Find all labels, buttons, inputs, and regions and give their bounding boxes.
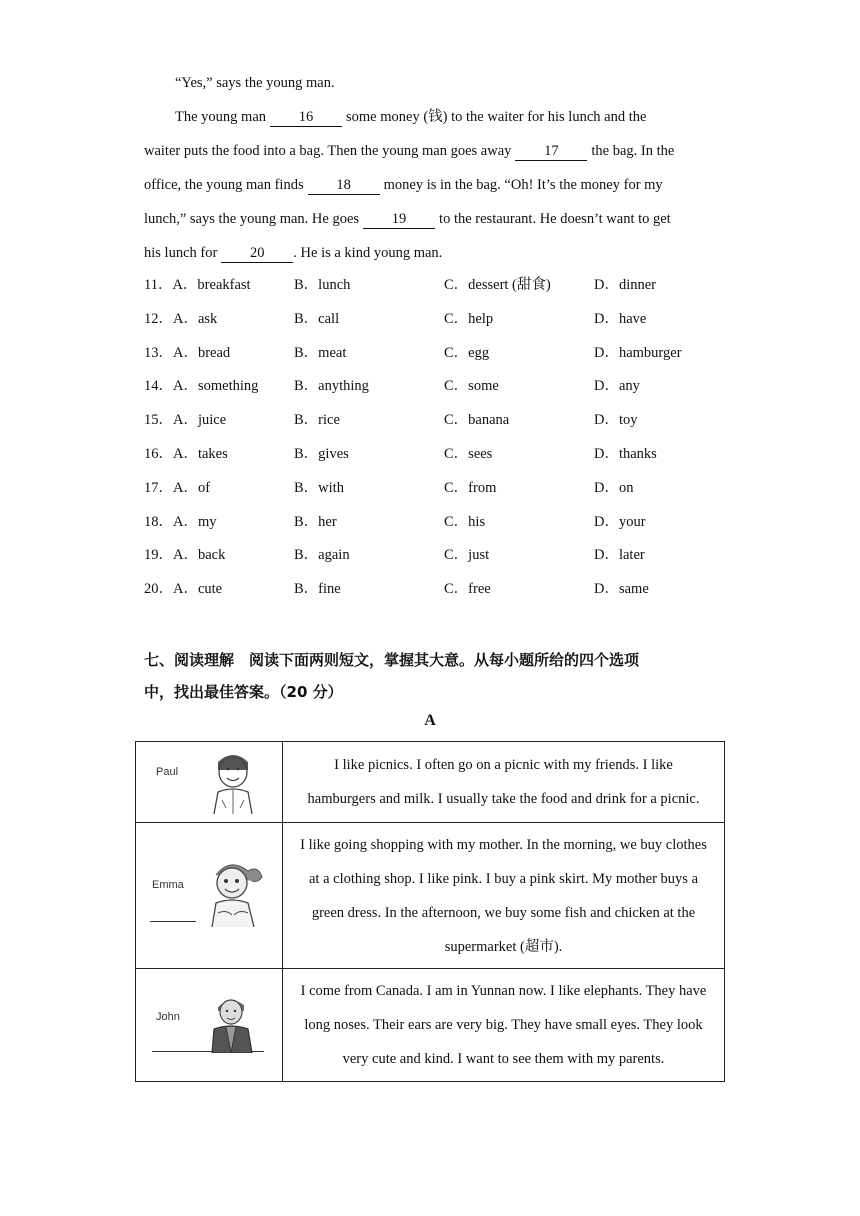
description-line: very cute and kind. I want to see them with my parents. bbox=[342, 1051, 665, 1067]
blank-16: 16 bbox=[270, 108, 342, 127]
table-row bbox=[136, 823, 725, 969]
person-description bbox=[283, 742, 725, 823]
name-underline bbox=[150, 921, 196, 922]
option-b: B．lunch bbox=[294, 277, 351, 293]
cloze-passage bbox=[144, 66, 714, 270]
option-b: B．call bbox=[294, 310, 340, 327]
option-a: 11．A．breakfast bbox=[144, 277, 251, 293]
blank-19: 19 bbox=[363, 210, 435, 229]
passage-text: . He is a kind young man. bbox=[293, 245, 443, 261]
person-name: Emma bbox=[152, 879, 184, 891]
option-d: D．hamburger bbox=[594, 344, 682, 361]
section-heading-line: 七、阅读理解 阅读下面两则短文，掌握其大意。从每小题所给的四个选项 bbox=[144, 651, 640, 669]
blank-18: 18 bbox=[308, 176, 380, 195]
option-row bbox=[144, 268, 724, 302]
passage-text: his lunch for bbox=[144, 245, 218, 261]
option-a: 12．A．ask bbox=[144, 310, 218, 327]
option-row bbox=[144, 336, 724, 370]
reading-table bbox=[135, 741, 725, 1082]
person-cell bbox=[136, 969, 283, 1082]
option-a: 17．A．of bbox=[144, 479, 211, 496]
option-d: D．same bbox=[594, 581, 649, 598]
option-c: C．some bbox=[444, 378, 499, 395]
blank-17: 17 bbox=[515, 142, 587, 161]
option-b: B．anything bbox=[294, 378, 369, 395]
boy-illustration bbox=[200, 748, 266, 814]
person-cell bbox=[136, 742, 283, 823]
option-d: D．dinner bbox=[594, 277, 657, 293]
description-line: I like picnics. I often go on a picnic with my friends. I like bbox=[334, 757, 673, 773]
option-c: C．help bbox=[444, 310, 494, 327]
blank-20: 20 bbox=[221, 244, 293, 263]
option-b: B．meat bbox=[294, 344, 347, 361]
description-line: supermarket (超市). bbox=[444, 938, 563, 955]
option-a: 19．A．back bbox=[144, 547, 226, 564]
option-c: C．dessert (甜食) bbox=[444, 277, 551, 293]
option-c: C．egg bbox=[444, 344, 490, 361]
option-row bbox=[144, 302, 724, 336]
option-d: D．on bbox=[594, 479, 634, 496]
passage-text: The young man bbox=[175, 109, 267, 125]
table-row bbox=[136, 969, 725, 1082]
option-a: 14．A．something bbox=[144, 378, 259, 395]
passage-line bbox=[144, 236, 714, 270]
passage-text: “Yes,” says the young man. bbox=[175, 75, 335, 91]
option-a: 13．A．bread bbox=[144, 344, 231, 361]
option-b: B．fine bbox=[294, 581, 341, 598]
girl-illustration bbox=[196, 855, 270, 927]
description-line: at a clothing shop. I like pink. I buy a pink skirt. My mother buys a bbox=[308, 870, 699, 887]
option-b: B．her bbox=[294, 513, 337, 530]
option-c: C．his bbox=[444, 513, 486, 530]
person-cell bbox=[136, 823, 283, 969]
option-row bbox=[144, 538, 724, 572]
description-line: I come from Canada. I am in Yunnan now. I like elephants. They have bbox=[300, 983, 707, 999]
option-a: 20．A．cute bbox=[144, 581, 223, 598]
option-c: C．from bbox=[444, 479, 497, 496]
passage-text: money is in the bag. “Oh! It’s the money for my bbox=[383, 177, 663, 193]
description-line: I like going shopping with my mother. In the morning, we buy clothes bbox=[300, 836, 707, 853]
passage-line bbox=[144, 100, 714, 134]
man-illustration bbox=[200, 995, 264, 1053]
description-line: green dress. In the afternoon, we buy some fish and chicken at the bbox=[311, 904, 696, 921]
passage-text: waiter puts the food into a bag. Then the young man goes away bbox=[144, 143, 512, 159]
option-a: 16．A．takes bbox=[144, 445, 228, 462]
passage-text: to the restaurant. He doesn’t want to get bbox=[439, 211, 671, 227]
option-c: C．just bbox=[444, 547, 490, 564]
passage-text: some money (钱) to the waiter for his lunch and the bbox=[346, 109, 647, 125]
option-d: D．toy bbox=[594, 412, 638, 429]
description-line: hamburgers and milk. I usually take the food and drink for a picnic. bbox=[307, 791, 700, 807]
person-name: Paul bbox=[156, 766, 179, 778]
option-b: B．rice bbox=[294, 412, 340, 429]
option-c: C．sees bbox=[444, 445, 493, 462]
option-d: D．later bbox=[594, 547, 645, 564]
option-b: B．with bbox=[294, 479, 344, 496]
option-d: D．thanks bbox=[594, 445, 657, 462]
option-c: C．free bbox=[444, 581, 491, 598]
option-d: D．your bbox=[594, 513, 646, 530]
person-name: John bbox=[156, 1011, 180, 1023]
person-description bbox=[283, 823, 725, 969]
options-list bbox=[144, 268, 724, 606]
passage-line bbox=[144, 134, 714, 168]
option-b: B．again bbox=[294, 547, 350, 564]
person-description bbox=[283, 969, 725, 1082]
option-row bbox=[144, 437, 724, 471]
option-d: D．any bbox=[594, 378, 640, 395]
section-heading bbox=[144, 644, 724, 708]
passage-text: office, the young man finds bbox=[144, 177, 304, 193]
option-a: 18．A．my bbox=[144, 513, 217, 530]
option-c: C．banana bbox=[444, 412, 510, 429]
passage-label: A bbox=[424, 712, 436, 729]
table-row bbox=[136, 742, 725, 823]
passage-line bbox=[144, 168, 714, 202]
passage-line bbox=[144, 202, 714, 236]
option-row bbox=[144, 471, 724, 505]
description-line: long noses. Their ears are very big. They have small eyes. They look bbox=[304, 1017, 703, 1033]
section-heading-line: 中，找出最佳答案。（20 分） bbox=[144, 683, 343, 701]
option-row bbox=[144, 403, 724, 437]
option-d: D．have bbox=[594, 310, 647, 327]
option-row bbox=[144, 572, 724, 606]
passage-text: the bag. In the bbox=[591, 143, 675, 159]
passage-line bbox=[144, 66, 714, 100]
option-a: 15．A．juice bbox=[144, 412, 227, 429]
passage-text: lunch,” says the young man. He goes bbox=[144, 211, 360, 227]
option-b: B．gives bbox=[294, 445, 349, 462]
option-row bbox=[144, 369, 724, 403]
option-row bbox=[144, 505, 724, 539]
